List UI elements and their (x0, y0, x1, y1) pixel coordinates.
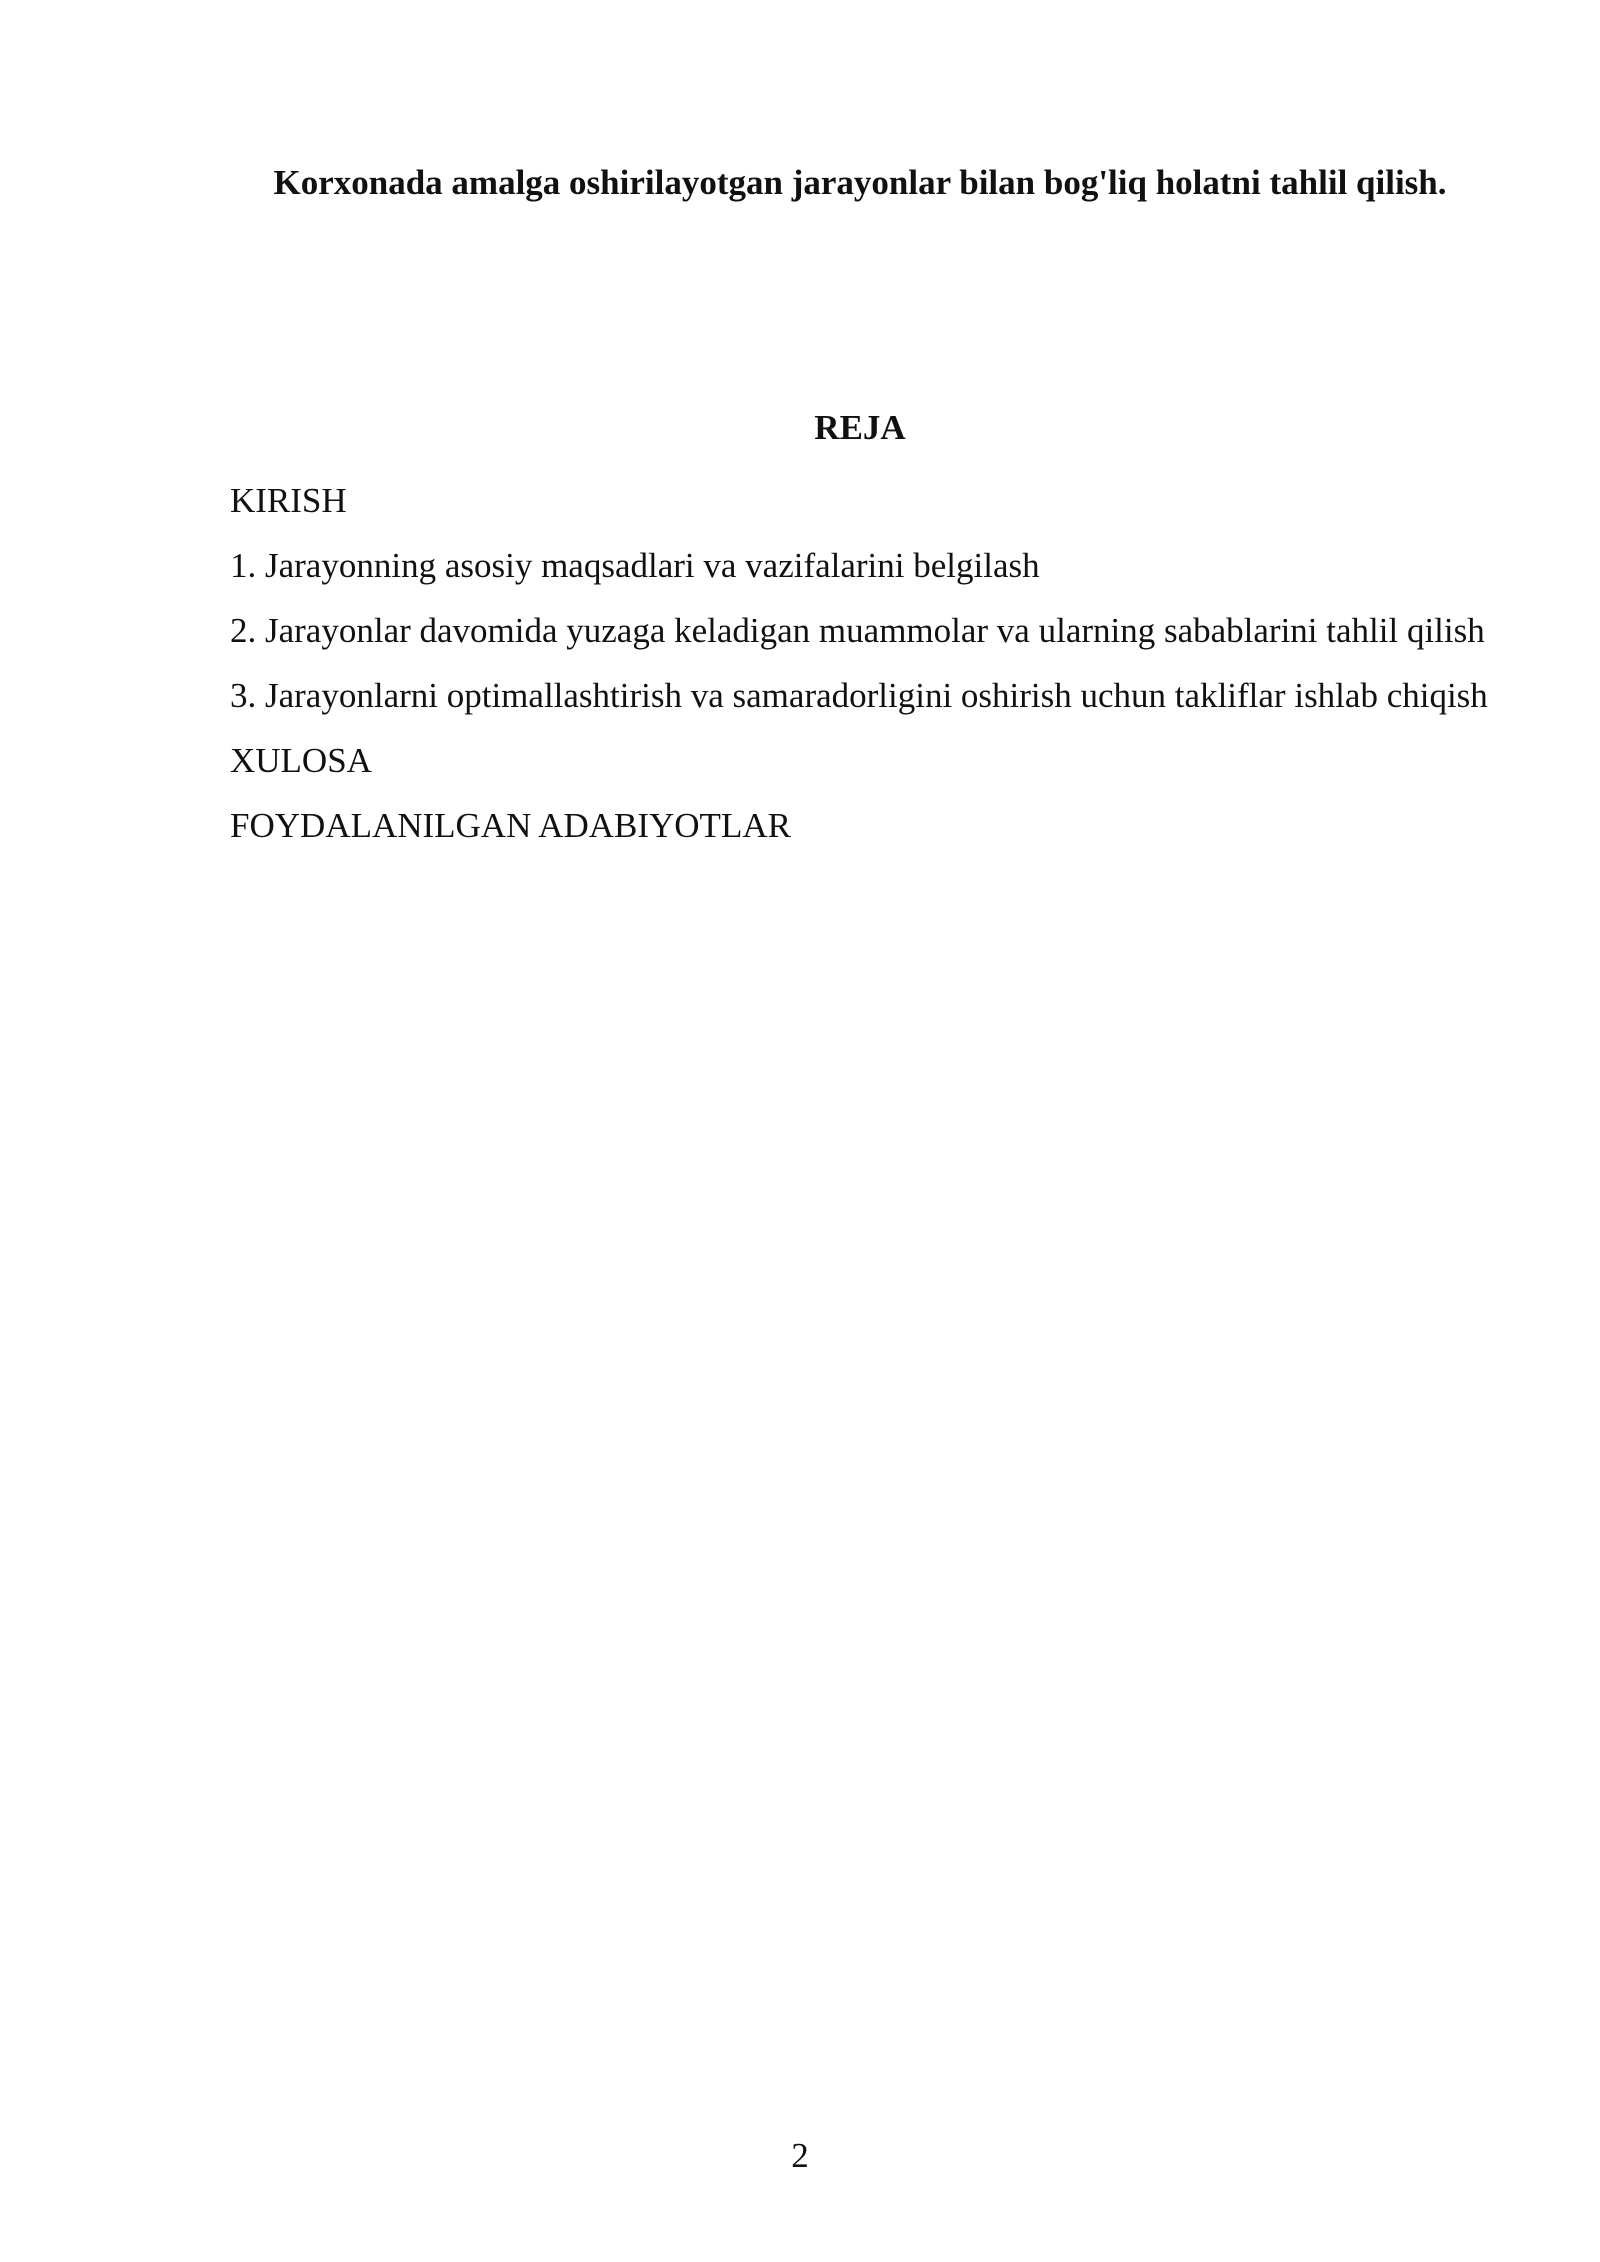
plan-list (230, 473, 1530, 863)
plan-item-references: FOYDALANILGAN ADABIYOTLAR (230, 806, 791, 845)
plan-heading: REJA (814, 408, 906, 447)
plan-item-1: 1. Jarayonning asosiy maqsadlari va vazifalarini belgilash (230, 546, 1040, 585)
document-title: Korxonada amalga oshirilayotgan jarayonlar bilan bog'liq holatni tahlil qilish. (273, 163, 1447, 202)
plan-item-conclusion: XULOSA (230, 741, 372, 780)
plan-item-introduction: KIRISH (230, 481, 347, 520)
plan-item-2: 2. Jarayonlar davomida yuzaga keladigan muammolar va ularning sabablarini tahlil qilish (230, 611, 1485, 650)
page-number: 2 (791, 2136, 809, 2175)
plan-item-3: 3. Jarayonlarni optimallashtirish va samaradorligini oshirish uchun takliflar ishlab chiqish (230, 676, 1488, 715)
